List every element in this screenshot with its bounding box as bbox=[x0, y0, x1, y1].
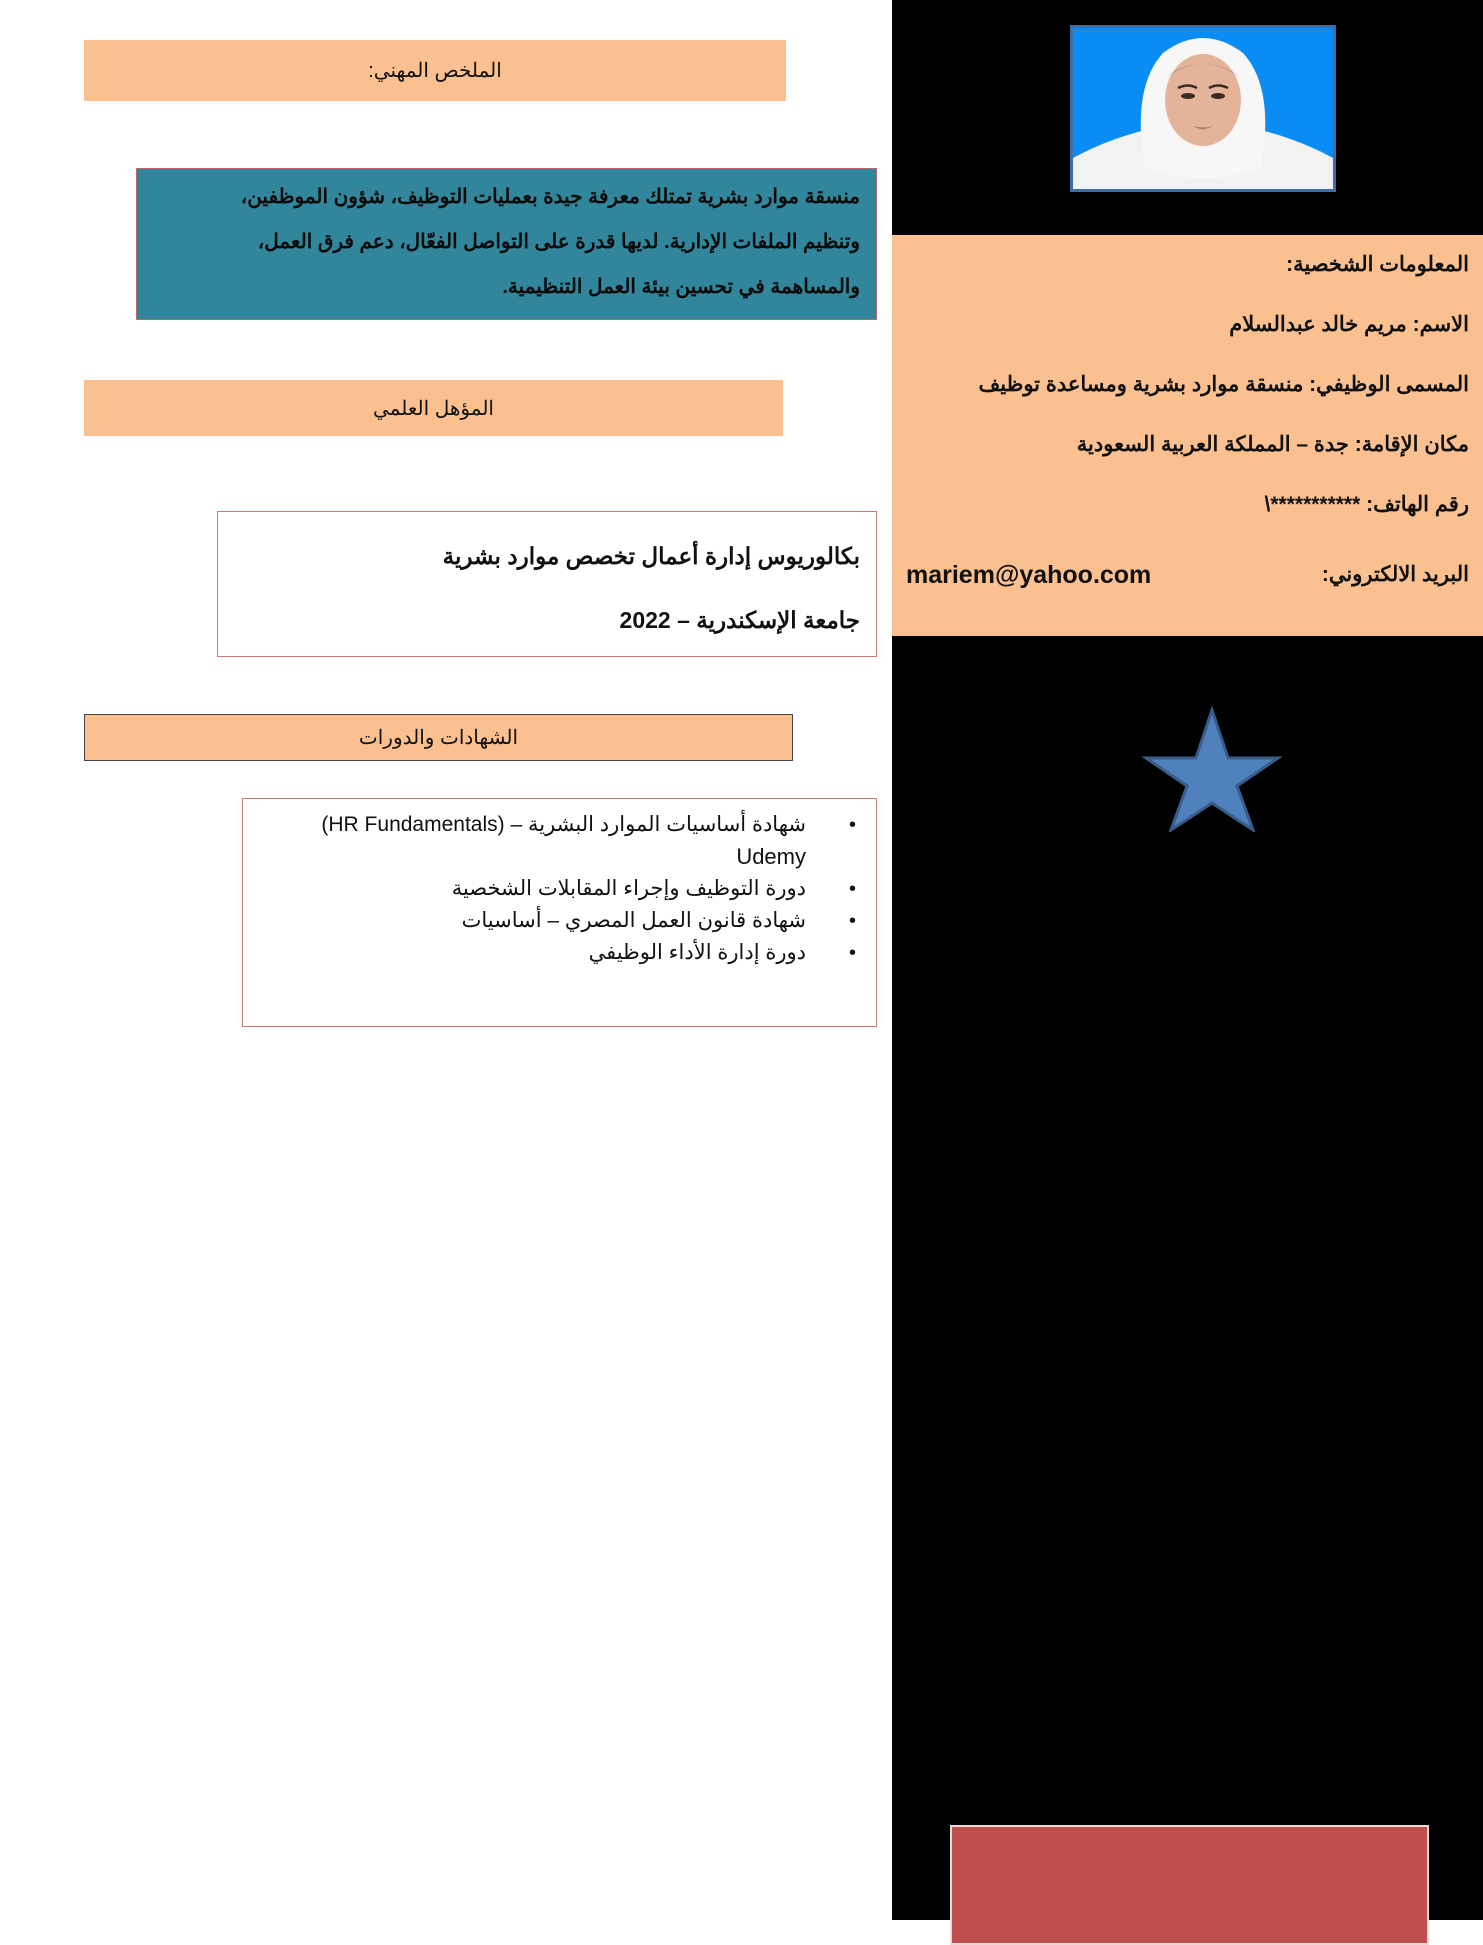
person-portrait-icon bbox=[1073, 28, 1333, 189]
certificates-section-header bbox=[84, 714, 793, 761]
list-item bbox=[253, 905, 856, 937]
residence-field: مكان الإقامة: جدة – المملكة العربية السعودية bbox=[1076, 433, 1469, 456]
summary-section-header bbox=[84, 40, 786, 101]
certificate-provider: Udemy bbox=[736, 844, 806, 869]
personal-info-heading: المعلومات الشخصية: bbox=[1286, 253, 1469, 276]
decorative-red-block bbox=[950, 1825, 1429, 1945]
profile-photo bbox=[1070, 25, 1336, 192]
certificates-section-title: الشهادات والدورات bbox=[358, 727, 519, 749]
summary-section-title: الملخص المهني: bbox=[368, 60, 502, 82]
bullet-icon: • bbox=[848, 942, 856, 964]
list-item bbox=[253, 873, 856, 905]
certificate-text: شهادة قانون العمل المصري – أساسيات bbox=[461, 909, 806, 932]
bullet-icon: • bbox=[848, 814, 856, 836]
email-label: البريد الالكتروني: bbox=[1321, 563, 1469, 586]
summary-line: وتنظيم الملفات الإدارية. لديها قدرة على التواصل الفعّال، دعم فرق العمل، bbox=[257, 231, 860, 253]
certificate-text: دورة إدارة الأداء الوظيفي bbox=[588, 941, 806, 964]
star-icon bbox=[1142, 706, 1282, 832]
list-item bbox=[253, 809, 856, 873]
university-text: جامعة الإسكندرية – 2022 bbox=[619, 607, 860, 633]
bullet-icon: • bbox=[848, 878, 856, 900]
phone-field: رقم الهاتف: ***********\ bbox=[1264, 493, 1469, 516]
personal-info-panel bbox=[892, 235, 1483, 636]
education-section-title: المؤهل العلمي bbox=[373, 397, 494, 420]
degree-text: بكالوريوس إدارة أعمال تخصص موارد بشرية bbox=[442, 543, 860, 569]
education-section-header bbox=[84, 380, 783, 436]
certificates-list bbox=[253, 809, 876, 969]
certificate-text: شهادة أساسيات الموارد البشرية – (HR Fundamentals) bbox=[321, 813, 806, 836]
summary-line: منسقة موارد بشرية تمتلك معرفة جيدة بعمليات التوظيف، شؤون الموظفين، bbox=[240, 186, 860, 208]
job-title-field: المسمى الوظيفي: منسقة موارد بشرية ومساعدة توظيف bbox=[978, 373, 1469, 396]
name-field: الاسم: مريم خالد عبدالسلام bbox=[1229, 313, 1469, 336]
summary-line: والمساهمة في تحسين بيئة العمل التنظيمية. bbox=[502, 276, 860, 298]
email-link[interactable]: mariem@yahoo.com bbox=[906, 561, 1152, 589]
certificate-text: دورة التوظيف وإجراء المقابلات الشخصية bbox=[451, 877, 806, 900]
education-box bbox=[217, 511, 877, 657]
certificates-box bbox=[242, 798, 877, 1027]
professional-summary-box bbox=[136, 168, 877, 320]
list-item bbox=[253, 937, 856, 969]
bullet-icon: • bbox=[848, 910, 856, 932]
email-row bbox=[906, 545, 1469, 605]
